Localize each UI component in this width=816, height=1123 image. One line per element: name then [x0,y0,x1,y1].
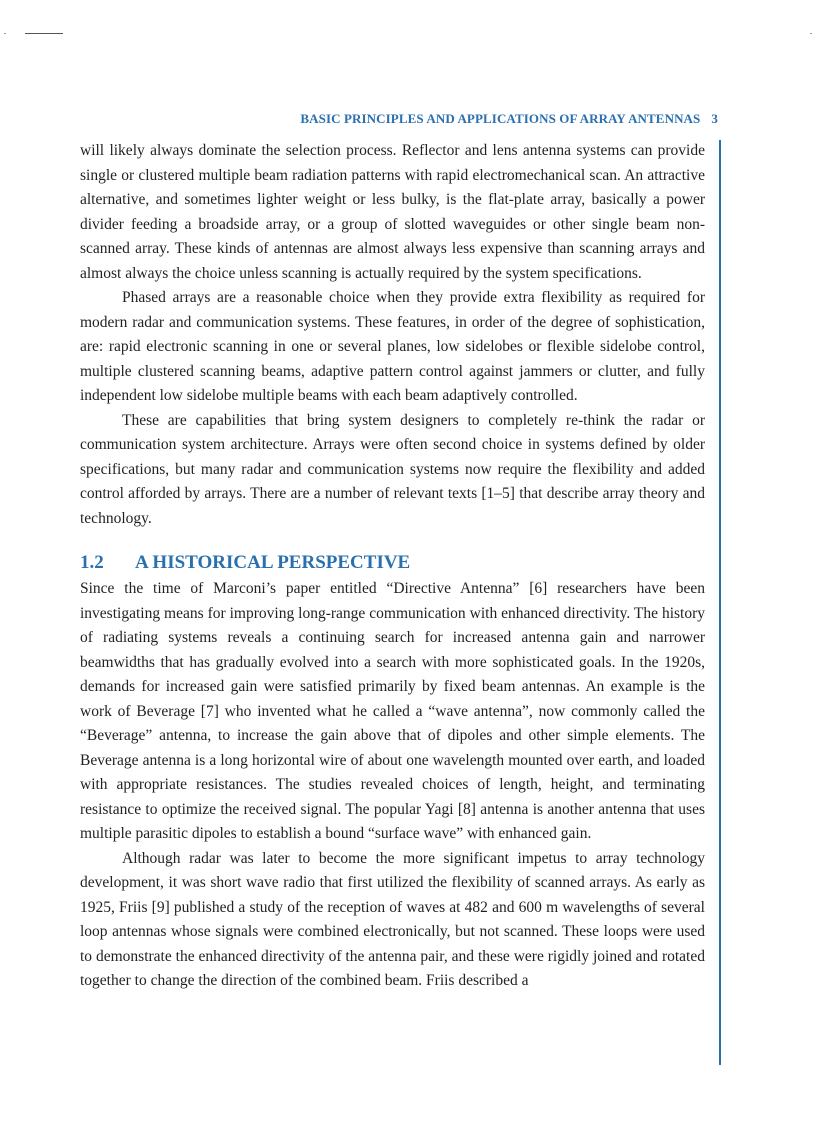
running-header [80,111,718,127]
crop-mark-right [810,33,812,34]
paragraph-phased-arrays: Phased arrays are a reasonable choice when they provide extra flexibility as required for modern radar and communication systems. These features, in order of the degree of sophistication, are: rapid electronic scanning in one or several planes, low sidelobes or flexible sidelobe control, multiple clustered scanning beams, adaptive pattern control against jammers or clutter, and fully independent low sidelobe multiple beams with each beam adaptively controlled. [80,289,705,404]
section-heading [80,549,705,577]
crop-mark [25,33,63,34]
section-title: A HISTORICAL PERSPECTIVE [135,552,411,573]
section-number: 1.2 [80,552,104,573]
paragraph-friis: Although radar was later to become the more significant impetus to array technology development, it was short wave radio that first utilized the flexibility of scanned arrays. As early as 1925, Friis [9] published a study of the reception of waves at 482 and 600 m wavelengths of several loop antennas whose signals were combined electronically, but not scanned. These loops were used to demonstrate the enhanced directivity of the antenna pair, and these were rigidly joined and rotated together to change the direction of the combined beam. Friis described a [80,849,705,989]
page-number: 3 [711,111,718,126]
crop-mark-left [4,33,6,34]
paragraph-marconi: Since the time of Marconi’s paper entitled “Directive Antenna” [6] researchers have been investigating means for improving long-range communication with enhanced directivity. The history of radiating systems reveals a continuing search for increased antenna gain and narrower beamwidths that has gradually evolved into a search with more sophisticated goals. In the 1920s, demands for increased gain were satisfied primarily by fixed beam antennas. An example is the work of Beverage [7] who invented what he called a “wave antenna”, now commonly called the “Beverage” antenna, to increase the gain above that of dipoles and other simple elements. The Beverage antenna is a long horizontal wire of about one wavelength mounted over earth, and loaded with appropriate resistances. The studies revealed choices of length, height, and terminating resistance to optimize the received signal. The popular Yagi [8] antenna is another antenna that uses multiple parasitic dipoles to establish a bound “surface wave” with enhanced gain. [80,580,705,842]
paragraph-continued: will likely always dominate the selection process. Reflector and lens antenna systems can provide single or clustered multiple beam radiation patterns with rapid electromechanical scan. An attractive alternative, and sometimes lighter weight or less bulky, is the flat-plate array, basically a power divider feeding a broadside array, or a group of slotted waveguides or other single beam non-scanned array. These kinds of antennas are almost always less expensive than scanning arrays and almost always the choice unless scanning is actually required by the system specifications. [80,142,705,282]
paragraph-capabilities: These are capabilities that bring system designers to completely re-think the radar or communication system architecture. Arrays were often second choice in systems defined by older specifications, but many radar and communication systems now require the flexibility and added control afforded by arrays. There are a number of relevant texts [1–5] that describe array theory and technology. [80,411,705,527]
running-title: BASIC PRINCIPLES AND APPLICATIONS OF ARRAY ANTENNAS [300,111,701,126]
margin-rule [719,140,721,1065]
page-body [80,139,705,994]
